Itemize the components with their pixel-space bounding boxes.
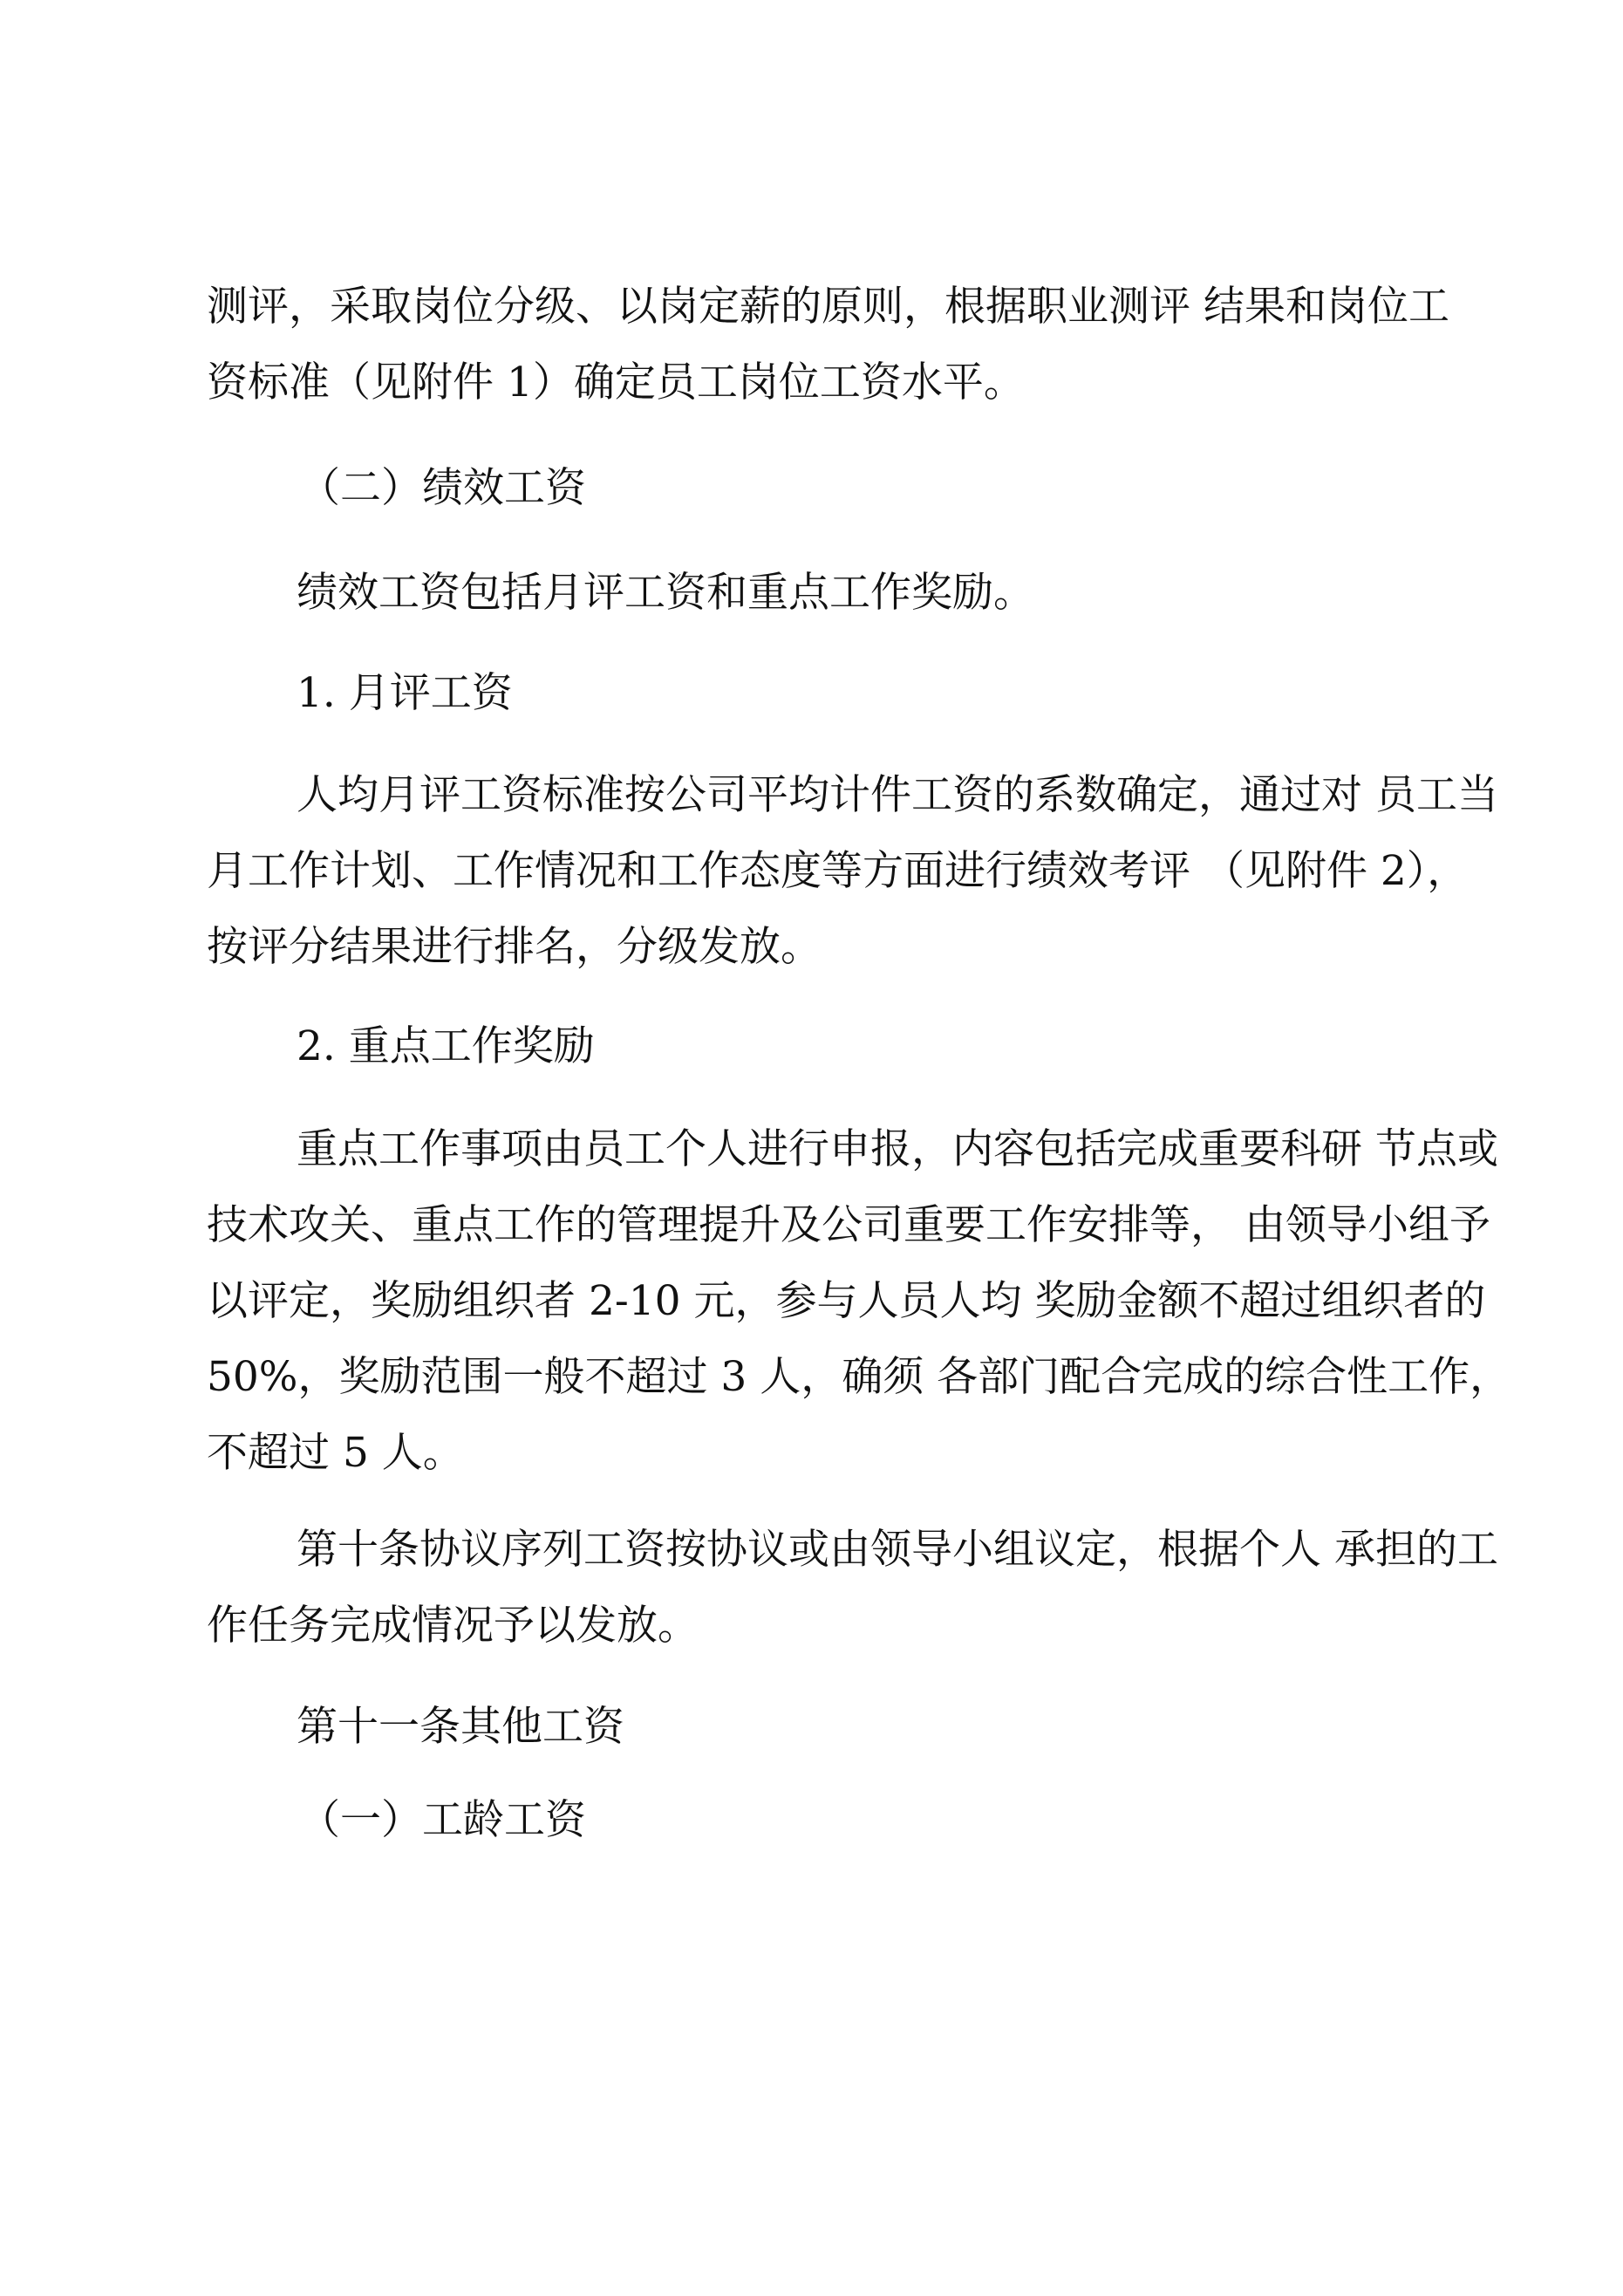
paragraph-key-work-reward: [207, 1111, 1511, 1491]
text-line: 月工作计划、工作情况和工作态度等方面进行绩效考评 （见附件 2），: [207, 847, 1469, 895]
heading-seniority-salary: （一）工龄工资: [299, 1796, 586, 1844]
heading-key-work-reward: 2. 重点工作奖励: [297, 1022, 595, 1070]
text-line: 作任务完成情况予以发放。: [207, 1602, 699, 1650]
paragraph-position-salary: [207, 269, 1449, 420]
text-line: 不超过 5 人。: [207, 1429, 464, 1477]
text-line: 人均月评工资标准按公司平均计件工资的系数确定，通过对 员工当: [297, 771, 1498, 819]
paragraph-performance-intro: 绩效工资包括月评工资和重点工作奖励。: [297, 569, 1034, 617]
text-line: 50%，奖励范围一般不超过 3 人，确须 各部门配合完成的综合性工作，: [207, 1353, 1511, 1401]
text-line: 测评，采取岗位分级、以岗定薪的原则，根据职业测评 结果和岗位工: [207, 283, 1449, 331]
paragraph-article-11: 第十一条其他工资: [297, 1703, 624, 1751]
text-line: 资标准（见附件 1）确定员工岗位工资水平。: [207, 359, 1025, 407]
text-line: 重点工作事项由员工个人进行申报，内容包括完成重要科研 节点或: [297, 1125, 1498, 1173]
heading-monthly-salary: 1. 月评工资: [297, 669, 513, 717]
paragraph-monthly-salary: [207, 757, 1498, 985]
text-line: 第十条协议序列工资按协议或由领导小组议定，根据个人 承担的工: [297, 1526, 1498, 1574]
text-line: 以评定，奖励组织者 2-10 元，参与人员人均 奖励金额不超过组织者的: [207, 1277, 1486, 1325]
text-line: 按评分结果进行排名，分级发放。: [207, 923, 822, 971]
heading-performance-salary: （二）绩效工资: [299, 464, 586, 512]
paragraph-article-10: [207, 1512, 1498, 1664]
text-line: 技术攻关、重点工作的管理提升及公司重要工作安排等， 由领导小组予: [207, 1201, 1490, 1249]
